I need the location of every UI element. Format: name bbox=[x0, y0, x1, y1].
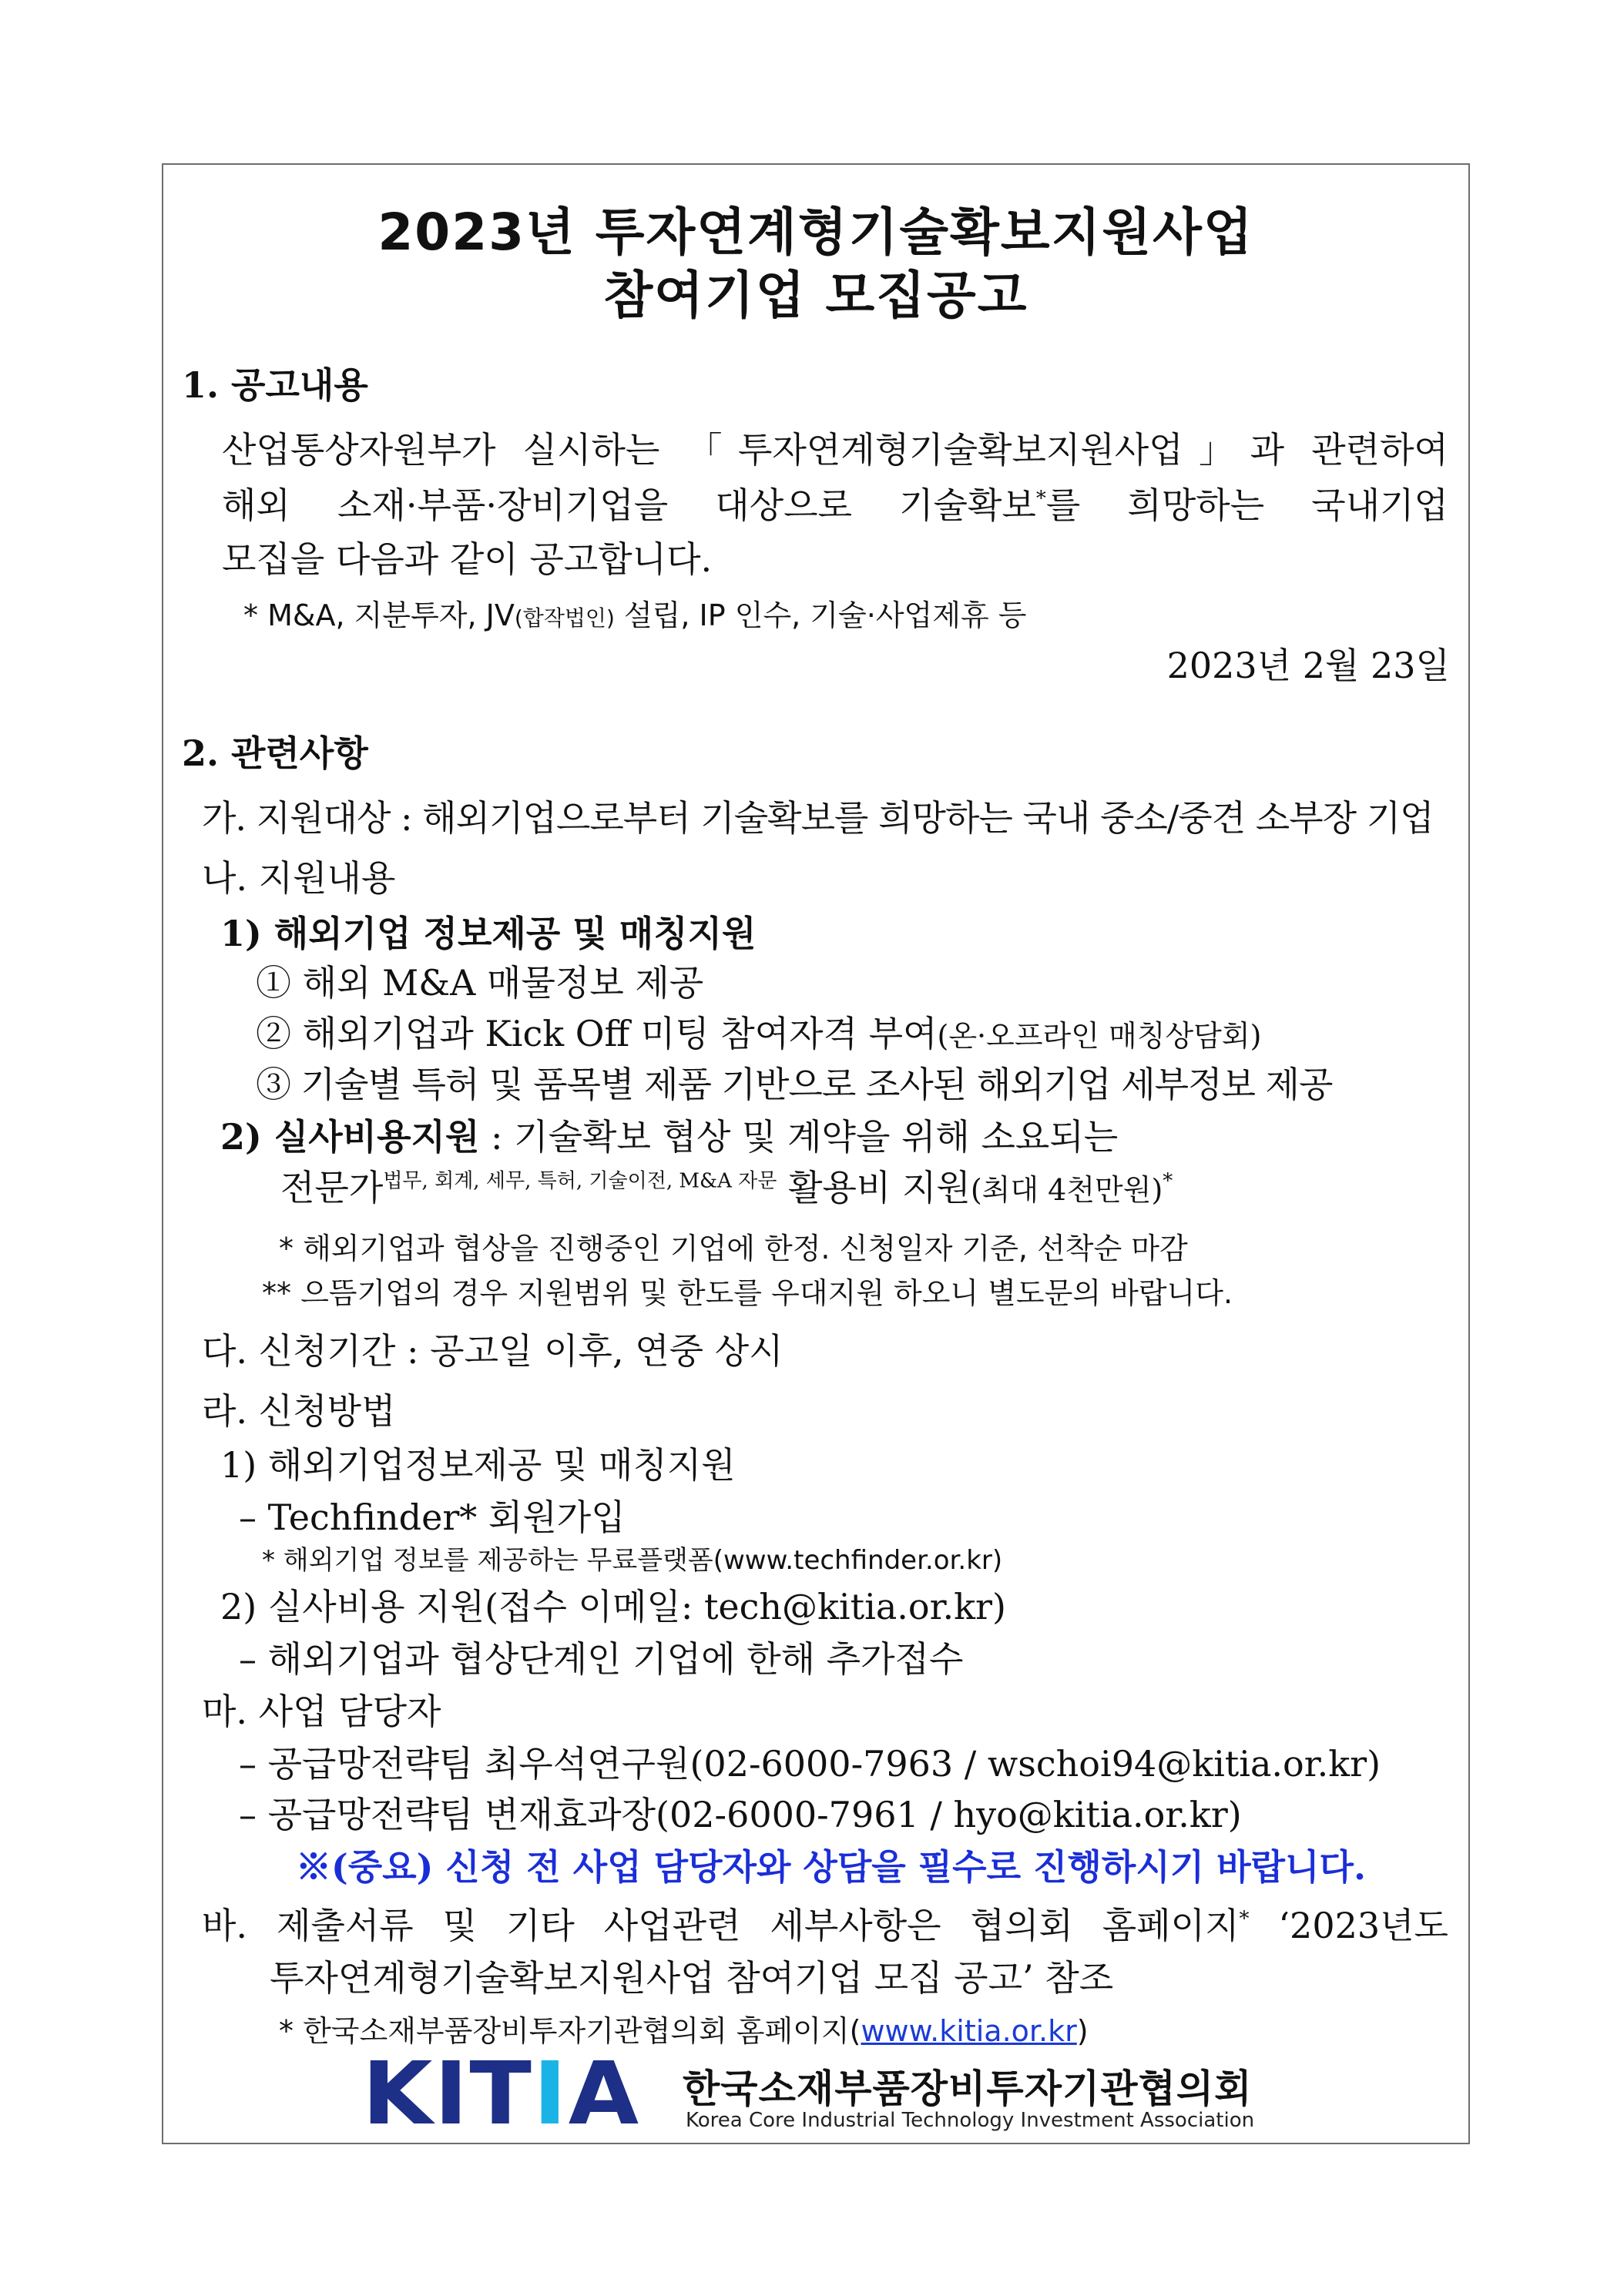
item-da: 다. 신청기간 : 공고일 이후, 연중 상시 bbox=[202, 1330, 783, 1372]
ba-mark: * bbox=[1239, 1907, 1250, 1931]
org-name-korean: 한국소재부품장비투자기관협의회 bbox=[683, 2066, 1253, 2111]
section1-para-line2a: 해외 소재·부품·장비기업을 대상으로 기술확보 bbox=[222, 484, 1036, 526]
item-ra1: 1) 해외기업정보제공 및 매칭지원 bbox=[220, 1444, 736, 1486]
item-ga: 가. 지원대상 : 해외기업으로부터 기술확보를 희망하는 국내 중소/중견 소부장 기업 bbox=[202, 797, 1434, 839]
na2-text: : 기술확보 협상 및 계약을 위해 소요되는 bbox=[479, 1116, 1119, 1158]
title-line-2: 참여기업 모집공고 bbox=[603, 266, 1028, 325]
ba-line1a: 바. 제출서류 및 기타 사업관련 세부사항은 협의회 홈페이지 bbox=[202, 1905, 1240, 1946]
na2-line2a: 전문가 bbox=[280, 1167, 384, 1208]
title-line-1: 2023년 투자연계형기술확보지원사업 bbox=[377, 203, 1254, 262]
na1-item-2-text: ② 해외기업과 Kick Off 미팅 참여자격 부여 bbox=[256, 1013, 938, 1054]
item-na2 bbox=[220, 1109, 1118, 1160]
item-na1: 1) 해외기업 정보제공 및 매칭지원 bbox=[220, 913, 757, 954]
na2-note-2: ** 으뜸기업의 경우 지원범위 및 한도를 우대지원 하오니 별도문의 바랍니다. bbox=[262, 1276, 1233, 1310]
item-ra2: 2) 실사비용 지원(접수 이메일: tech@kitia.or.kr) bbox=[220, 1586, 1006, 1627]
org-name-english: Korea Core Industrial Technology Investment Association bbox=[686, 2109, 1255, 2132]
ra1-item: – Techfinder* 회원가입 bbox=[239, 1497, 626, 1538]
na1-item-1: ① 해외 M&A 매물정보 제공 bbox=[256, 962, 704, 1004]
ra1-note: * 해외기업 정보를 제공하는 무료플랫폼(www.techfinder.or.kr) bbox=[262, 1545, 1003, 1576]
item-ba-line2: 투자연계형기술확보지원사업 참여기업 모집 공고’ 참조 bbox=[270, 1957, 1114, 1999]
na2-mark: * bbox=[1163, 1169, 1173, 1193]
section1-para-line2b: 를 희망하는 국내기업 bbox=[1045, 484, 1448, 526]
section1-heading: 1. 공고내용 bbox=[182, 364, 368, 406]
ma-item-1: – 공급망전략팀 최우석연구원(02-6000-7963 / wschoi94@kitia.or.kr) bbox=[239, 1743, 1381, 1785]
item-ra: 라. 신청방법 bbox=[202, 1390, 396, 1432]
na1-item-2 bbox=[256, 1006, 1261, 1057]
section1-para-line3: 모집을 다음과 같이 공고합니다. bbox=[222, 538, 713, 580]
item-na: 나. 지원내용 bbox=[202, 857, 396, 899]
ma-item-2: – 공급망전략팀 변재효과장(02-6000-7961 / hyo@kitia.or.kr) bbox=[239, 1794, 1242, 1835]
kitia-homepage-link[interactable]: www.kitia.or.kr bbox=[861, 2014, 1077, 2048]
ba-note-end: ) bbox=[1076, 2014, 1089, 2048]
na2-line2-small2: (최대 4천만원) bbox=[970, 1173, 1163, 1207]
kitia-logo: KITIA bbox=[362, 2043, 641, 2144]
item-na2-line2 bbox=[280, 1160, 1173, 1211]
na1-item-3: ③ 기술별 특허 및 품목별 제품 기반으로 조사된 해외기업 세부정보 제공 bbox=[256, 1064, 1333, 1105]
footnote-mark: * bbox=[1035, 487, 1046, 511]
section2-heading: 2. 관련사항 bbox=[182, 732, 368, 774]
section1-para-line2 bbox=[222, 478, 1448, 528]
na2-line2b: 활용비 지원 bbox=[777, 1167, 971, 1208]
na2-line2-small: 법무, 회계, 세무, 특허, 기술이전, M&A 자문 bbox=[383, 1169, 777, 1193]
announcement-date: 2023년 2월 23일 bbox=[1166, 645, 1450, 686]
note-part-a: * M&A, 지분투자, JV bbox=[243, 598, 515, 632]
na1-item-2-small: (온·오프라인 매칭상담회) bbox=[937, 1019, 1262, 1053]
item-ba-line1 bbox=[202, 1898, 1448, 1949]
item-ma: 마. 사업 담당자 bbox=[202, 1691, 441, 1732]
ba-line1b: ‘2023년도 bbox=[1249, 1905, 1448, 1946]
ba-note-text: * 한국소재부품장비투자기관협의회 홈페이지( bbox=[279, 2014, 861, 2048]
section1-note bbox=[243, 592, 1026, 634]
na2-label: 2) 실사비용지원 bbox=[220, 1116, 480, 1158]
section1-para-line1: 산업통상자원부가 실시하는 「투자연계형기술확보지원사업」과 관련하여 bbox=[222, 429, 1448, 471]
note-part-c: 설립, IP 인수, 기술·사업제휴 등 bbox=[614, 598, 1027, 632]
ma-important: ※(중요) 신청 전 사업 담당자와 상담을 필수로 진행하시기 바랍니다. bbox=[296, 1846, 1366, 1888]
na2-note-1: * 해외기업과 협상을 진행중인 기업에 한정. 신청일자 기준, 선착순 마감 bbox=[279, 1232, 1188, 1265]
ra2-item: – 해외기업과 협상단계인 기업에 한해 추가접수 bbox=[239, 1638, 964, 1680]
note-part-b: (합작법인) bbox=[514, 605, 615, 631]
